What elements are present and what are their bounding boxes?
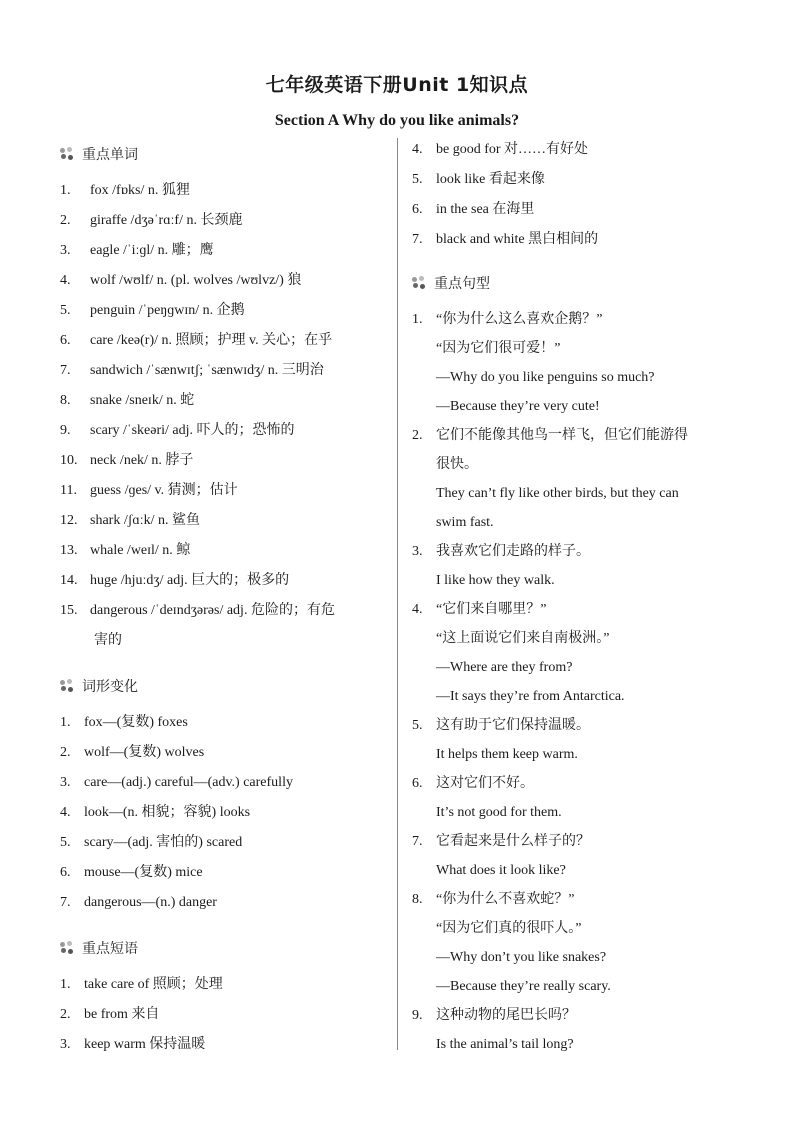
vocab-list <box>60 176 382 656</box>
sentence-line: 这对它们不好。 <box>436 776 534 791</box>
sentence-line: —It says they’re from Antarctica. <box>436 689 625 704</box>
vocab-item-number: 11. <box>60 483 77 498</box>
forms-item-text: care—(adj.) careful—(adv.) carefully <box>84 775 293 790</box>
sentence-item <box>412 1001 742 1030</box>
vocab-item-text: eagle /ˈiːɡl/ n. 雕；鹰 <box>90 243 214 258</box>
vocab-item-text: huge /hjuːdʒ/ adj. 巨大的；极多的 <box>90 573 290 588</box>
sentence-line: “因为它们很可爱！” <box>436 341 561 356</box>
phrase-item-text: look like 看起来像 <box>436 172 545 187</box>
vocab-item-continuation: 害的 <box>94 633 122 648</box>
forms-heading <box>60 674 382 698</box>
phrase-item-number: 3. <box>60 1037 71 1052</box>
sentence-item <box>412 711 742 740</box>
vocab-item <box>60 536 382 566</box>
vocab-item-number: 1. <box>60 183 71 198</box>
sentence-line: —Why do you like penguins so much? <box>436 370 655 385</box>
vocab-item-number: 9. <box>60 423 71 438</box>
sentences-heading-label: 重点句型 <box>434 276 490 292</box>
forms-item-number: 5. <box>60 835 71 850</box>
section-subtitle: Section A Why do you like animals? <box>274 112 520 129</box>
forms-item <box>60 858 382 888</box>
phrase-item-number: 5. <box>412 172 423 187</box>
vocab-item-text: fox /fɒks/ n. 狐狸 <box>90 183 190 198</box>
forms-item-text: scary—(adj. 害怕的) scared <box>84 835 243 850</box>
sentence-line: It’s not good for them. <box>436 805 562 820</box>
forms-item-text: wolf—(复数) wolves <box>84 745 205 760</box>
bullet-dots-icon <box>412 276 426 290</box>
sentence-item-number: 7. <box>412 834 423 849</box>
vocab-item-text: care /keə(r)/ n. 照顾；护理 v. 关心；在乎 <box>90 333 333 348</box>
vocab-item <box>60 446 382 476</box>
sentence-item-number: 6. <box>412 776 423 791</box>
sentence-item <box>412 537 742 566</box>
vocab-item-number: 12. <box>60 513 78 528</box>
sentence-item <box>412 421 742 450</box>
vocab-item <box>60 176 382 206</box>
vocab-item-text: neck /nek/ n. 脖子 <box>90 453 194 468</box>
bullet-dots-icon <box>60 147 74 161</box>
forms-item-number: 2. <box>60 745 71 760</box>
forms-item-number: 1. <box>60 715 71 730</box>
vocab-item-text: wolf /wʊlf/ n. (pl. wolves /wʊlvz/) 狼 <box>90 273 302 288</box>
sentence-item <box>412 769 742 798</box>
phrase-item-number: 2. <box>60 1007 71 1022</box>
phrase-item <box>60 1000 382 1030</box>
sentence-line: —Because they’re very cute! <box>436 399 600 414</box>
sentence-item-number: 4. <box>412 602 423 617</box>
forms-heading-label: 词形变化 <box>82 679 138 695</box>
sentence-item <box>412 305 742 334</box>
vocab-item <box>60 416 382 446</box>
vocab-item-text: giraffe /dʒəˈrɑːf/ n. 长颈鹿 <box>90 213 243 228</box>
vocab-item-text: shark /ʃɑːk/ n. 鲨鱼 <box>90 513 200 528</box>
sentence-item-number: 3. <box>412 544 423 559</box>
forms-item <box>60 768 382 798</box>
vocab-item-number: 4. <box>60 273 71 288</box>
sentence-line: 它看起来是什么样子的？ <box>436 834 590 849</box>
vocab-heading-label: 重点单词 <box>82 147 138 163</box>
phrase-item <box>412 195 742 225</box>
phrases-list <box>60 970 382 1060</box>
vocab-item-number: 3. <box>60 243 71 258</box>
sentence-item-number: 2. <box>412 428 423 443</box>
vocab-item-text: guess /ɡes/ v. 猜测；估计 <box>90 483 238 498</box>
phrase-item-text: take care of 照顾；处理 <box>84 977 223 992</box>
column-divider <box>397 138 398 1050</box>
phrase-item <box>60 1030 382 1060</box>
sentences-list <box>412 305 742 1059</box>
forms-item-number: 6. <box>60 865 71 880</box>
sentences-heading <box>412 271 742 295</box>
sentence-line: “因为它们真的很吓人。” <box>436 921 582 936</box>
phrases-heading <box>60 936 382 960</box>
sentence-line: What does it look like? <box>436 863 566 878</box>
sentence-line: 这种动物的尾巴长吗？ <box>436 1008 576 1023</box>
phrase-item-number: 7. <box>412 232 423 247</box>
vocab-item-text: sandwich /ˈsænwɪtʃ; ˈsænwɪdʒ/ n. 三明治 <box>90 363 324 378</box>
vocab-item-text: scary /ˈskeəri/ adj. 吓人的；恐怖的 <box>90 423 295 438</box>
sentence-item-number: 1. <box>412 312 423 327</box>
sentence-line: “这上面说它们来自南极洲。” <box>436 631 610 646</box>
vocab-item-number: 13. <box>60 543 78 558</box>
forms-list <box>60 708 382 918</box>
sentence-item-number: 8. <box>412 892 423 907</box>
sentence-line: I like how they walk. <box>436 573 555 588</box>
sentence-item <box>412 827 742 856</box>
vocab-item-number: 6. <box>60 333 71 348</box>
phrase-item <box>60 970 382 1000</box>
phrase-item <box>412 225 742 255</box>
forms-item <box>60 708 382 738</box>
phrase-item <box>412 165 742 195</box>
vocab-item <box>60 476 382 506</box>
forms-item-number: 4. <box>60 805 71 820</box>
sentence-item <box>412 885 742 914</box>
sentence-item-number: 5. <box>412 718 423 733</box>
vocab-item <box>60 596 382 626</box>
forms-item-text: look—(n. 相貌；容貌) looks <box>84 805 251 820</box>
forms-item <box>60 888 382 918</box>
phrases-list-continued <box>412 135 742 255</box>
vocab-item <box>60 386 382 416</box>
sentence-line: It helps them keep warm. <box>436 747 578 762</box>
vocab-item-number: 5. <box>60 303 71 318</box>
vocab-item-number: 8. <box>60 393 71 408</box>
sentence-line: 这有助于它们保持温暖。 <box>436 718 590 733</box>
vocab-item-text: dangerous /ˈdeɪndʒərəs/ adj. 危险的；有危 <box>90 603 335 618</box>
vocab-item <box>60 326 382 356</box>
vocab-item-number: 2. <box>60 213 71 228</box>
bullet-dots-icon <box>60 941 74 955</box>
sentence-line: —Why don’t you like snakes? <box>436 950 607 965</box>
sentence-line: “你为什么不喜欢蛇？” <box>436 892 575 907</box>
phrase-item-text: keep warm 保持温暖 <box>84 1037 206 1052</box>
phrase-item-number: 6. <box>412 202 423 217</box>
vocab-heading <box>60 142 382 166</box>
forms-item-text: mouse—(复数) mice <box>84 865 203 880</box>
sentence-line: 很快。 <box>436 457 478 472</box>
vocab-item <box>60 266 382 296</box>
sentence-line: —Because they’re really scary. <box>436 979 611 994</box>
phrase-item <box>412 135 742 165</box>
bullet-dots-icon <box>60 679 74 693</box>
sentence-line: “它们来自哪里？” <box>436 602 547 617</box>
phrase-item-text: be good for 对……有好处 <box>436 142 589 157</box>
forms-item-number: 7. <box>60 895 71 910</box>
vocab-item <box>60 206 382 236</box>
sentence-item <box>412 595 742 624</box>
forms-item-text: fox—(复数) foxes <box>84 715 188 730</box>
phrase-item-number: 1. <box>60 977 71 992</box>
sentence-line: 它们不能像其他鸟一样飞，但它们能游得 <box>436 428 688 443</box>
forms-item <box>60 828 382 858</box>
forms-item-text: dangerous—(n.) danger <box>84 895 217 910</box>
vocab-item-text: whale /weɪl/ n. 鲸 <box>90 543 191 558</box>
page-title: 七年级英语下册Unit 1知识点 <box>265 74 529 96</box>
forms-item <box>60 738 382 768</box>
sentence-item-number: 9. <box>412 1008 423 1023</box>
phrase-item-number: 4. <box>412 142 423 157</box>
vocab-item <box>60 566 382 596</box>
vocab-item <box>60 506 382 536</box>
vocab-item <box>60 236 382 266</box>
sentence-line: Is the animal’s tail long? <box>436 1037 574 1052</box>
vocab-item <box>60 296 382 326</box>
forms-item <box>60 798 382 828</box>
sentence-line: They can’t fly like other birds, but they can <box>436 486 679 501</box>
sentence-line: swim fast. <box>436 515 494 530</box>
sentence-line: 我喜欢它们走路的样子。 <box>436 544 590 559</box>
forms-item-number: 3. <box>60 775 71 790</box>
phrases-heading-label: 重点短语 <box>82 941 138 957</box>
vocab-item-text: snake /sneɪk/ n. 蛇 <box>90 393 195 408</box>
phrase-item-text: in the sea 在海里 <box>436 202 535 217</box>
vocab-item-number: 7. <box>60 363 71 378</box>
vocab-item <box>60 356 382 386</box>
phrase-item-text: black and white 黑白相间的 <box>436 232 599 247</box>
left-column <box>60 140 382 1060</box>
sentence-line: —Where are they from? <box>436 660 573 675</box>
vocab-item-number: 15. <box>60 603 78 618</box>
vocab-item-number: 14. <box>60 573 78 588</box>
vocab-item-number: 10. <box>60 453 78 468</box>
sentence-line: “你为什么这么喜欢企鹅？” <box>436 312 603 327</box>
right-column <box>412 140 742 1059</box>
phrase-item-text: be from 来自 <box>84 1007 160 1022</box>
vocab-item-text: penguin /ˈpeŋɡwɪn/ n. 企鹅 <box>90 303 245 318</box>
